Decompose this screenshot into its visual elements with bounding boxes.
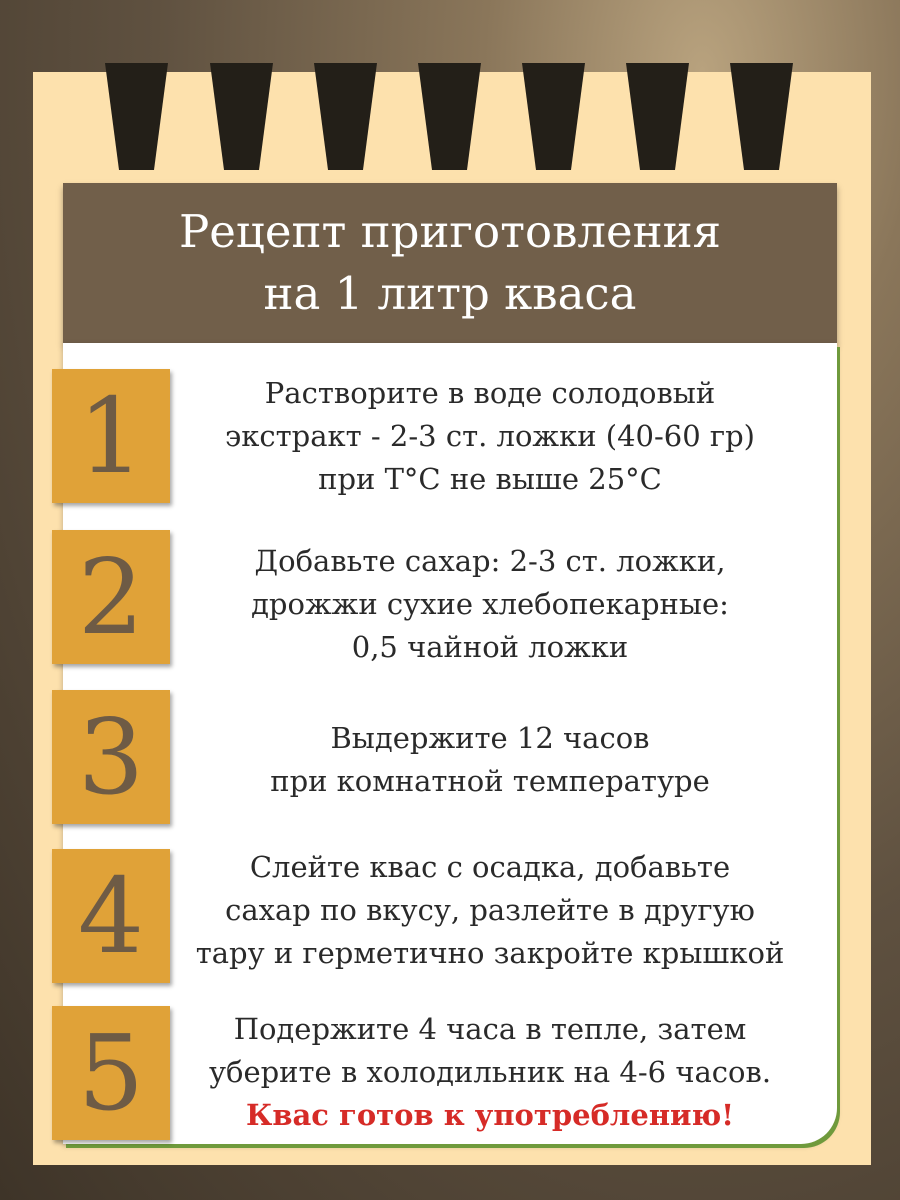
step-line: Добавьте сахар: 2-3 ст. ложки, — [254, 543, 726, 578]
bunting-flag — [730, 63, 793, 170]
step-line: 0,5 чайной ложки — [351, 629, 629, 664]
step-line: Слейте квас с осадка, добавьте — [249, 849, 731, 884]
step-5-text — [180, 1005, 800, 1139]
step-line: при Т°С не выше 25°С — [318, 461, 662, 496]
step-line: Растворите в воде солодовый — [264, 375, 716, 410]
step-number-4: 4 — [52, 849, 170, 983]
step-line: тару и герметично закройте крышкой — [195, 935, 785, 970]
title-banner — [63, 183, 837, 343]
bunting-flag — [626, 63, 689, 170]
bunting-flag — [105, 63, 168, 170]
step-line: экстракт - 2-3 ст. ложки (40-60 гр) — [225, 418, 755, 453]
step-number-2: 2 — [52, 530, 170, 664]
bunting-flag — [522, 63, 585, 170]
step-line: сахар по вкусу, разлейте в другую — [225, 892, 755, 927]
step-3-text — [180, 700, 800, 820]
step-line: Подержите 4 часа в тепле, затем — [233, 1011, 747, 1046]
step-number-5: 5 — [52, 1006, 170, 1140]
step-2-text — [180, 537, 800, 671]
step-number-1: 1 — [52, 369, 170, 503]
page-title — [179, 201, 721, 325]
title-line-1: Рецепт приготовления — [178, 205, 722, 258]
ready-message: Квас готов к употреблению! — [245, 1097, 735, 1132]
bunting-flag — [418, 63, 481, 170]
title-line-2: на 1 литр кваса — [263, 267, 637, 320]
step-number-3: 3 — [52, 690, 170, 824]
step-line: дрожжи сухие хлебопекарные: — [251, 586, 729, 621]
step-line: уберите в холодильник на 4-6 часов. — [208, 1054, 772, 1089]
step-1-text — [180, 369, 800, 503]
step-line: при комнатной температуре — [270, 764, 710, 798]
bunting-flag — [314, 63, 377, 170]
bunting-flag — [210, 63, 273, 170]
step-line: Выдержите 12 часов — [330, 721, 650, 755]
step-4-text — [180, 843, 800, 977]
bunting-flags-decoration — [0, 0, 900, 180]
